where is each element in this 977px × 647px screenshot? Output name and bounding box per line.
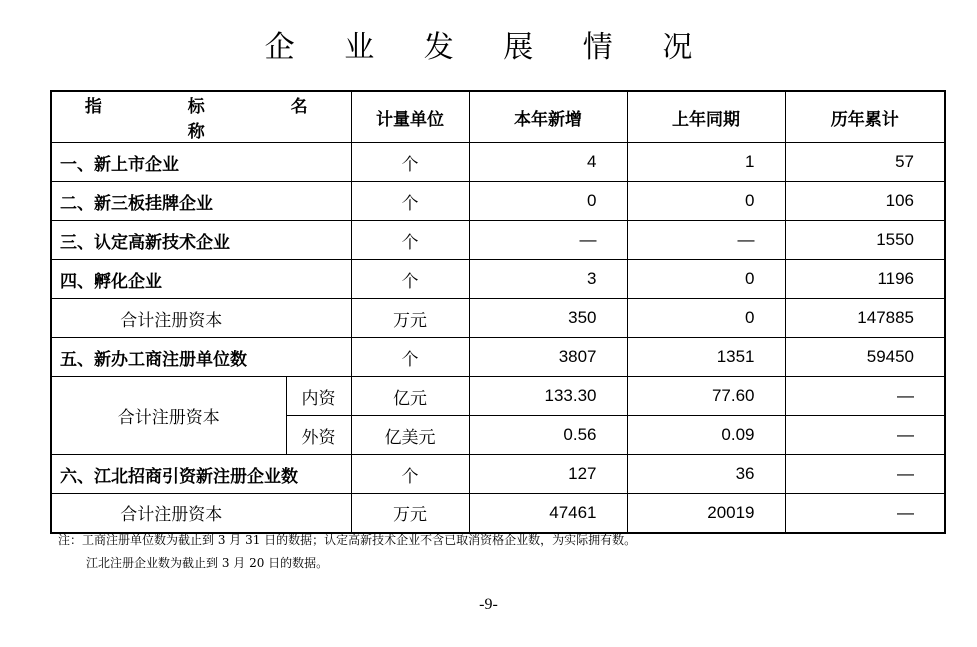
row-name: 二、新三板挂牌企业 bbox=[51, 182, 351, 221]
row-unit: 个 bbox=[351, 260, 469, 299]
row-last-year: 0.09 bbox=[627, 416, 785, 455]
row-last-year: 36 bbox=[627, 455, 785, 494]
row-last-year: 1 bbox=[627, 143, 785, 182]
table-row bbox=[51, 455, 945, 494]
row-last-year: 0 bbox=[627, 299, 785, 338]
row-cumulative: — bbox=[785, 416, 945, 455]
table-row bbox=[51, 494, 945, 533]
row-cumulative: 1196 bbox=[785, 260, 945, 299]
row-unit: 个 bbox=[351, 143, 469, 182]
page-title: 企 业 发 展 情 况 bbox=[264, 30, 713, 65]
row-name: 五、新办工商注册单位数 bbox=[51, 338, 351, 377]
row-cumulative: 1550 bbox=[785, 221, 945, 260]
row-name: 一、新上市企业 bbox=[51, 143, 351, 182]
row-unit: 个 bbox=[351, 221, 469, 260]
row-cumulative: 59450 bbox=[785, 338, 945, 377]
row-this-year: 4 bbox=[469, 143, 627, 182]
row-cumulative: 106 bbox=[785, 182, 945, 221]
row-cumulative: 57 bbox=[785, 143, 945, 182]
row-this-year: 0.56 bbox=[469, 416, 627, 455]
row-unit: 万元 bbox=[351, 299, 469, 338]
row-cumulative: 147885 bbox=[785, 299, 945, 338]
row-name: 四、孵化企业 bbox=[51, 260, 351, 299]
table-header-row bbox=[51, 91, 945, 143]
row-last-year: 77.60 bbox=[627, 377, 785, 416]
row-this-year: 350 bbox=[469, 299, 627, 338]
row-this-year: 47461 bbox=[469, 494, 627, 533]
table-row bbox=[51, 377, 945, 416]
row-this-year: — bbox=[469, 221, 627, 260]
row-this-year: 3 bbox=[469, 260, 627, 299]
row-last-year: 1351 bbox=[627, 338, 785, 377]
row-unit: 万元 bbox=[351, 494, 469, 533]
header-unit: 计量单位 bbox=[351, 91, 469, 143]
row-name: 合计注册资本 bbox=[51, 494, 351, 533]
header-cumulative: 历年累计 bbox=[785, 91, 945, 143]
table-row bbox=[51, 182, 945, 221]
footnote: 注：工商注册单位数为截止到 3 月 31 日的数据；认定高新技术企业不含已取消资格企业数，为实际拥有数。 bbox=[58, 533, 637, 547]
page-number: -9- bbox=[479, 596, 498, 613]
row-unit: 个 bbox=[351, 338, 469, 377]
row-unit: 亿美元 bbox=[351, 416, 469, 455]
row-name: 合计注册资本 bbox=[51, 377, 286, 455]
row-this-year: 3807 bbox=[469, 338, 627, 377]
header-indicator-name: 指 标 名 称 bbox=[51, 91, 351, 143]
row-last-year: 0 bbox=[627, 182, 785, 221]
row-sub-category: 外资 bbox=[286, 416, 351, 455]
row-unit: 个 bbox=[351, 455, 469, 494]
row-cumulative: — bbox=[785, 455, 945, 494]
header-this-year: 本年新增 bbox=[469, 91, 627, 143]
row-this-year: 0 bbox=[469, 182, 627, 221]
row-last-year: — bbox=[627, 221, 785, 260]
table-row bbox=[51, 143, 945, 182]
header-last-year: 上年同期 bbox=[627, 91, 785, 143]
table-row bbox=[51, 260, 945, 299]
footnote: 江北注册企业数为截止到 3 月 20 日的数据。 bbox=[86, 556, 329, 570]
row-last-year: 0 bbox=[627, 260, 785, 299]
table-row bbox=[51, 221, 945, 260]
row-this-year: 133.30 bbox=[469, 377, 627, 416]
row-last-year: 20019 bbox=[627, 494, 785, 533]
table-row bbox=[51, 338, 945, 377]
row-name: 合计注册资本 bbox=[51, 299, 351, 338]
row-sub-category: 内资 bbox=[286, 377, 351, 416]
row-name: 六、江北招商引资新注册企业数 bbox=[51, 455, 351, 494]
row-name: 三、认定高新技术企业 bbox=[51, 221, 351, 260]
row-unit: 个 bbox=[351, 182, 469, 221]
row-cumulative: — bbox=[785, 494, 945, 533]
enterprise-development-table bbox=[50, 90, 946, 534]
row-cumulative: — bbox=[785, 377, 945, 416]
row-unit: 亿元 bbox=[351, 377, 469, 416]
table-row bbox=[51, 299, 945, 338]
row-this-year: 127 bbox=[469, 455, 627, 494]
